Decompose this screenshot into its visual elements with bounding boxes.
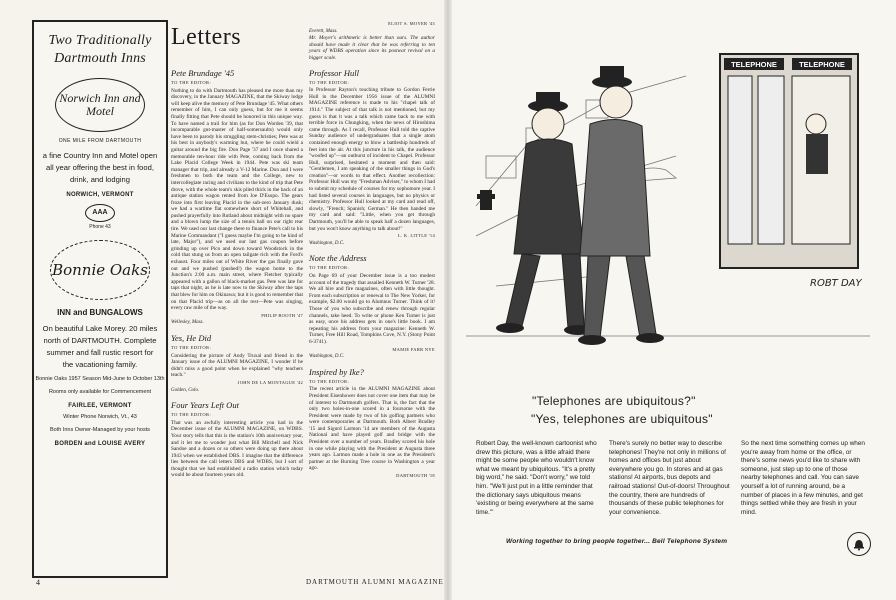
editor-note-moyer: Mr. Moyer's arithmetic is better than ours. The author should have made it clear that he was referring to ten years of WDBS operation since its postwar revival on a bigger scale. <box>309 35 435 61</box>
booth-sign-right: TELEPHONE <box>799 60 845 69</box>
norwich-description: a fine Country Inn and Motel open all year offering the best in food, drink, and lodging <box>42 151 158 184</box>
telephone-booth <box>720 54 858 268</box>
letter-place-four-years: Everett, Mass. <box>309 28 338 34</box>
bonnie-phone: Winter Phone Norwich, Vt., 43 <box>63 414 137 420</box>
letter-place-yes: Golden, Colo. <box>171 387 200 393</box>
bell-logo-icon <box>847 532 871 556</box>
bell-system-tagline: Working together to bring people together... Bell Telephone System <box>506 538 728 545</box>
letter-text-yes: Considering the picture of Andy Truxal and friend in the January issue of the ALUMNI MAGAZINE, I wonder if he didn't miss a good point when he explained "why teachers teach." <box>171 352 303 379</box>
ad-title: Two Traditionally Dartmouth Inns <box>48 33 152 66</box>
letters-column-2 <box>309 20 435 480</box>
to-editor-label: TO THE EDITOR: <box>171 344 212 350</box>
norwich-location: NORWICH, VERMONT <box>66 192 134 198</box>
letter-signature-four-years: ELIOT S. MOYER '43 <box>388 21 435 26</box>
letter-title-brundage: Pete Brundage '45 <box>171 68 235 78</box>
letter-place-hull: Washington, D.C. <box>309 240 345 246</box>
letter-signature-ike: DARTMOUTH '18 <box>396 473 435 479</box>
inns-hosts: BORDEN and LOUISE AVERY <box>54 441 146 447</box>
page-gutter <box>444 0 452 600</box>
letter-title-yes: Yes, He Did <box>171 332 212 343</box>
letter-text-brundage: Nothing to do with Dartmouth has pleased me more than my discovery, in the January MAGAZINE, that the Skiway lodge will keep alive the memory of Pete Brundage '45. What others remember of him, I can only guess, but for me it seems finally fitting that Pete should be honored in this unique way. To have named a trail for him (as for Don Worden '39, that incomparable gut-master of half-somersaults) would only have been to parody his struggling stem-christies; Pete was at his best in anybody's warming hut, where he could wield a guitar around the big fire. Don Page '37 and I once shared a memorable ten-hour ride with Pete, coming back from the Lake Placid College Week in 1944. Pete was ski team manager that trip, and already a V-12 Marine. Don and I were freshmen to both the team and the College, new to intercollegiate racing and civilians to the kind of trip that Pete drove, with the whole team's skis piled thick in the back of an antique station wagon rented from Joe D'Esopo. The gears froze into first leaving Placid in the sub-zero January dusk; we had a wartime flat somewhere short of Whitehall, and pushed prayerfully into Rutland about midnight with no spare and a blown lump the size of a tennis ball on our right rear tire. We used our last change there to finance Pete's call to his Marine Commandant ("I guess maybe I'm going to be kind of late, Major"), and we used our last gas coupon before grinding up over Pico and down toward Woodstock in the cold that stung us from an open tailgate rich with the Ford's exhaust. Four miles out of White River the gas finally gave out and we pushed (pushed!) the wagon home to the Junction's 2:00 a.m. main street, where Fletcher typically appeared with a gallon of black-market gas. Pete was late for taps that night, as he is late now to the Skiway after the taps that blew for him on Okinawa; but it is good to remember that on that Placid trip—as on all the rest—Pete was singing, every raw mile of the way. <box>171 87 303 312</box>
norwich-inn-logo: Norwich Inn and Motel <box>55 78 145 132</box>
letters-column-1 <box>171 62 303 479</box>
caption-question: "Telephones are ubiquitous?" <box>532 394 696 408</box>
cartoon-illustration <box>466 36 870 388</box>
norwich-tagline: ONE MILE FROM DARTMOUTH <box>58 138 142 144</box>
letter-text-four-years: That was an awfully interesting article you had in the December issue of the ALUMNI MAGAZINE, on WDBS. Your story tells that this is the station's 10th anniversary year, and it let me to wonder just what Bill Mitchell and Nick Sandoe and a dozen or so others were doing up there about 1943 when we established DBS. I imagine that the difference lies between the call letters DBS and WDBS, but I sort of thought that we had established a radio station which today would be about fourteen years old. <box>171 419 303 479</box>
letter-signature-hull: L. K. LITTLE '14 <box>398 233 435 239</box>
to-editor-label: TO THE EDITOR: <box>171 80 212 85</box>
letter-signature-address: MAMIE FARR NYE <box>392 346 435 352</box>
letter-title-hull: Professor Hull <box>309 67 359 78</box>
letter-text-hull: In Professor Rayton's touching tribute to Gordon Ferrie Hull in the December 1956 issue of the ALUMNI MAGAZINE reference is made to his "chapel talk of 1914." The subject of that talk is not mentioned, but my guess is that it was a talk which came back to me with terrible force in Chungking, when the news of Hiroshima came through. As I recall, Professor Hull told the captive Sunday audience of undergraduates that a single atom contained enough energy to blow a battleship hundreds of feet into the air. At this juncture in his talk, the audience "woofed up"—an outburst of incident to Chapel. Professor Hull, surprised, hesitated a moment and then said: "Gentlemen, I am speaking of the smaller things in God's creation"—or words to that effect. Another recollection: Professor Hull was my "Freshman Adviser," to whom I had to submit my schedule of courses for my sophomore year. I had listed several courses in languages, but no physics or chemistry. Professor Hull looked at my card and read off, slowly, "French; Spanish; German." He then handed me my card and said: "Little, when you get through Dartmouth, you'll be able to speak half a dozen languages, but you won't know anything to talk about!" <box>309 87 435 232</box>
letter-title-ike: Inspired by Ike? <box>309 366 364 377</box>
caption-answer: "Yes, telephones are ubiquitous" <box>531 412 713 426</box>
bonnie-rooms: Rooms only available for Commencement <box>48 389 152 395</box>
ad-body-column-3: So the next time something comes up when you're away from home or the office, or there's some news you'd like to share with someone, just step up to one of those nearby telephones and call. You can save yourself a lot of running around, be a number of places in a few minutes, and get things settled while they are fresh in your mind. <box>741 440 865 516</box>
norwich-phone: Phone 43 <box>89 224 111 230</box>
to-editor-label: TO THE EDITOR: <box>309 378 350 384</box>
inns-owners: Both Inns Owner-Managed by your hosts <box>50 427 150 433</box>
letter-text-ike: The recent article in the ALUMNI MAGAZINE about President Eisenhower does not cover one item that may be of interest to Dartmouth golfers. That is, the fact that the only two holes-in-one scored in a foursome with the President were made by two of his golfing partners who were contemporaries at Dartmouth. Both Albert Bradley '15 and Sigurd Larmon '14 are members of the Augusta National and have played golf and bridge with the President over a number of years. Bradley scored his hole in one while playing with the President at Augusta three years ago. Larmon made a hole in one as the President's partner at the Burning Tree course in Washington a year ago. <box>309 386 435 472</box>
to-editor-label: TO THE EDITOR: <box>309 79 350 85</box>
page-number: 4 <box>36 578 40 587</box>
magazine-footer: DARTMOUTH ALUMNI MAGAZINE <box>306 578 444 586</box>
booth-sign-left: TELEPHONE <box>731 60 777 69</box>
bonnie-subtitle: INN and BUNGALOWS <box>57 308 143 317</box>
ad-body-column-2: There's surely no better way to describe telephones! They're not only in millions of homes and offices but just about everywhere you go. In stores and at gas stations! At airports, bus depots and railroad stations! Out-of-doors! Throughout the country, there are hundreds of thousands of these public telephones for your convenience. <box>609 440 730 516</box>
letters-heading: Letters <box>171 24 242 50</box>
letter-title-address: Note the Address <box>309 253 367 264</box>
letter-place-address: Washington, D.C. <box>309 354 345 360</box>
aaa-badge: AAA <box>85 204 115 222</box>
to-editor-label: TO THE EDITOR: <box>309 265 350 271</box>
letter-place-brundage: Wellesley, Mass. <box>171 320 204 326</box>
bonnie-location: FAIRLEE, VERMONT <box>68 403 132 409</box>
artist-signature: ROBT DAY <box>810 278 862 289</box>
letter-text-address: On Page 69 of your December issue is a too modest account of the tragedy that assailed Kenneth W. Turner '28. We all hire and fire magazines, often with little thought. From each subscription or renewal to The New Yorker, for example, $2.00 would go to Alumnus Turner. Think of it! Those of you who subscribe and renew through regular channels, take heed. To write or phone Ken Turner is just as easy, once his address gets in one's little book. I am repeating his address from your magazine: Kenneth W. Turner, Free Hill Road, Tompkins Cove, N.Y. (Stony Point 6-3741). <box>309 273 435 345</box>
ad-body-column-1: Robert Day, the well-known cartoonist who drew this picture, was a little afraid there might be some people who wouldn't know what we meant by ubiquitous. "It's a pretty big word," he said. "Don't worry," we told him. "We'll just put in a little reminder that the dictionary says ubiquitous means 'existing or being everywhere at the same time.'" <box>476 440 597 516</box>
inns-advertisement <box>32 20 168 578</box>
letter-signature-yes: JOHN DE LA MONTAGUE '42 <box>237 379 303 385</box>
letter-signature-brundage: PHILIP BOOTH '47 <box>261 312 303 318</box>
bonnie-description: On beautiful Lake Morey. 20 miles north of DARTMOUTH. Complete summer and fall rustic resort for the vacationing family. <box>42 324 158 369</box>
bell-icon <box>852 537 866 551</box>
letter-title-four-years: Four Years Left Out <box>171 400 239 411</box>
to-editor-label: TO THE EDITOR: <box>171 412 212 418</box>
bonnie-season: Bonnie Oaks 1957 Season Mid-June to October 13th <box>35 376 165 382</box>
bonnie-oaks-logo: Bonnie Oaks <box>50 240 150 300</box>
